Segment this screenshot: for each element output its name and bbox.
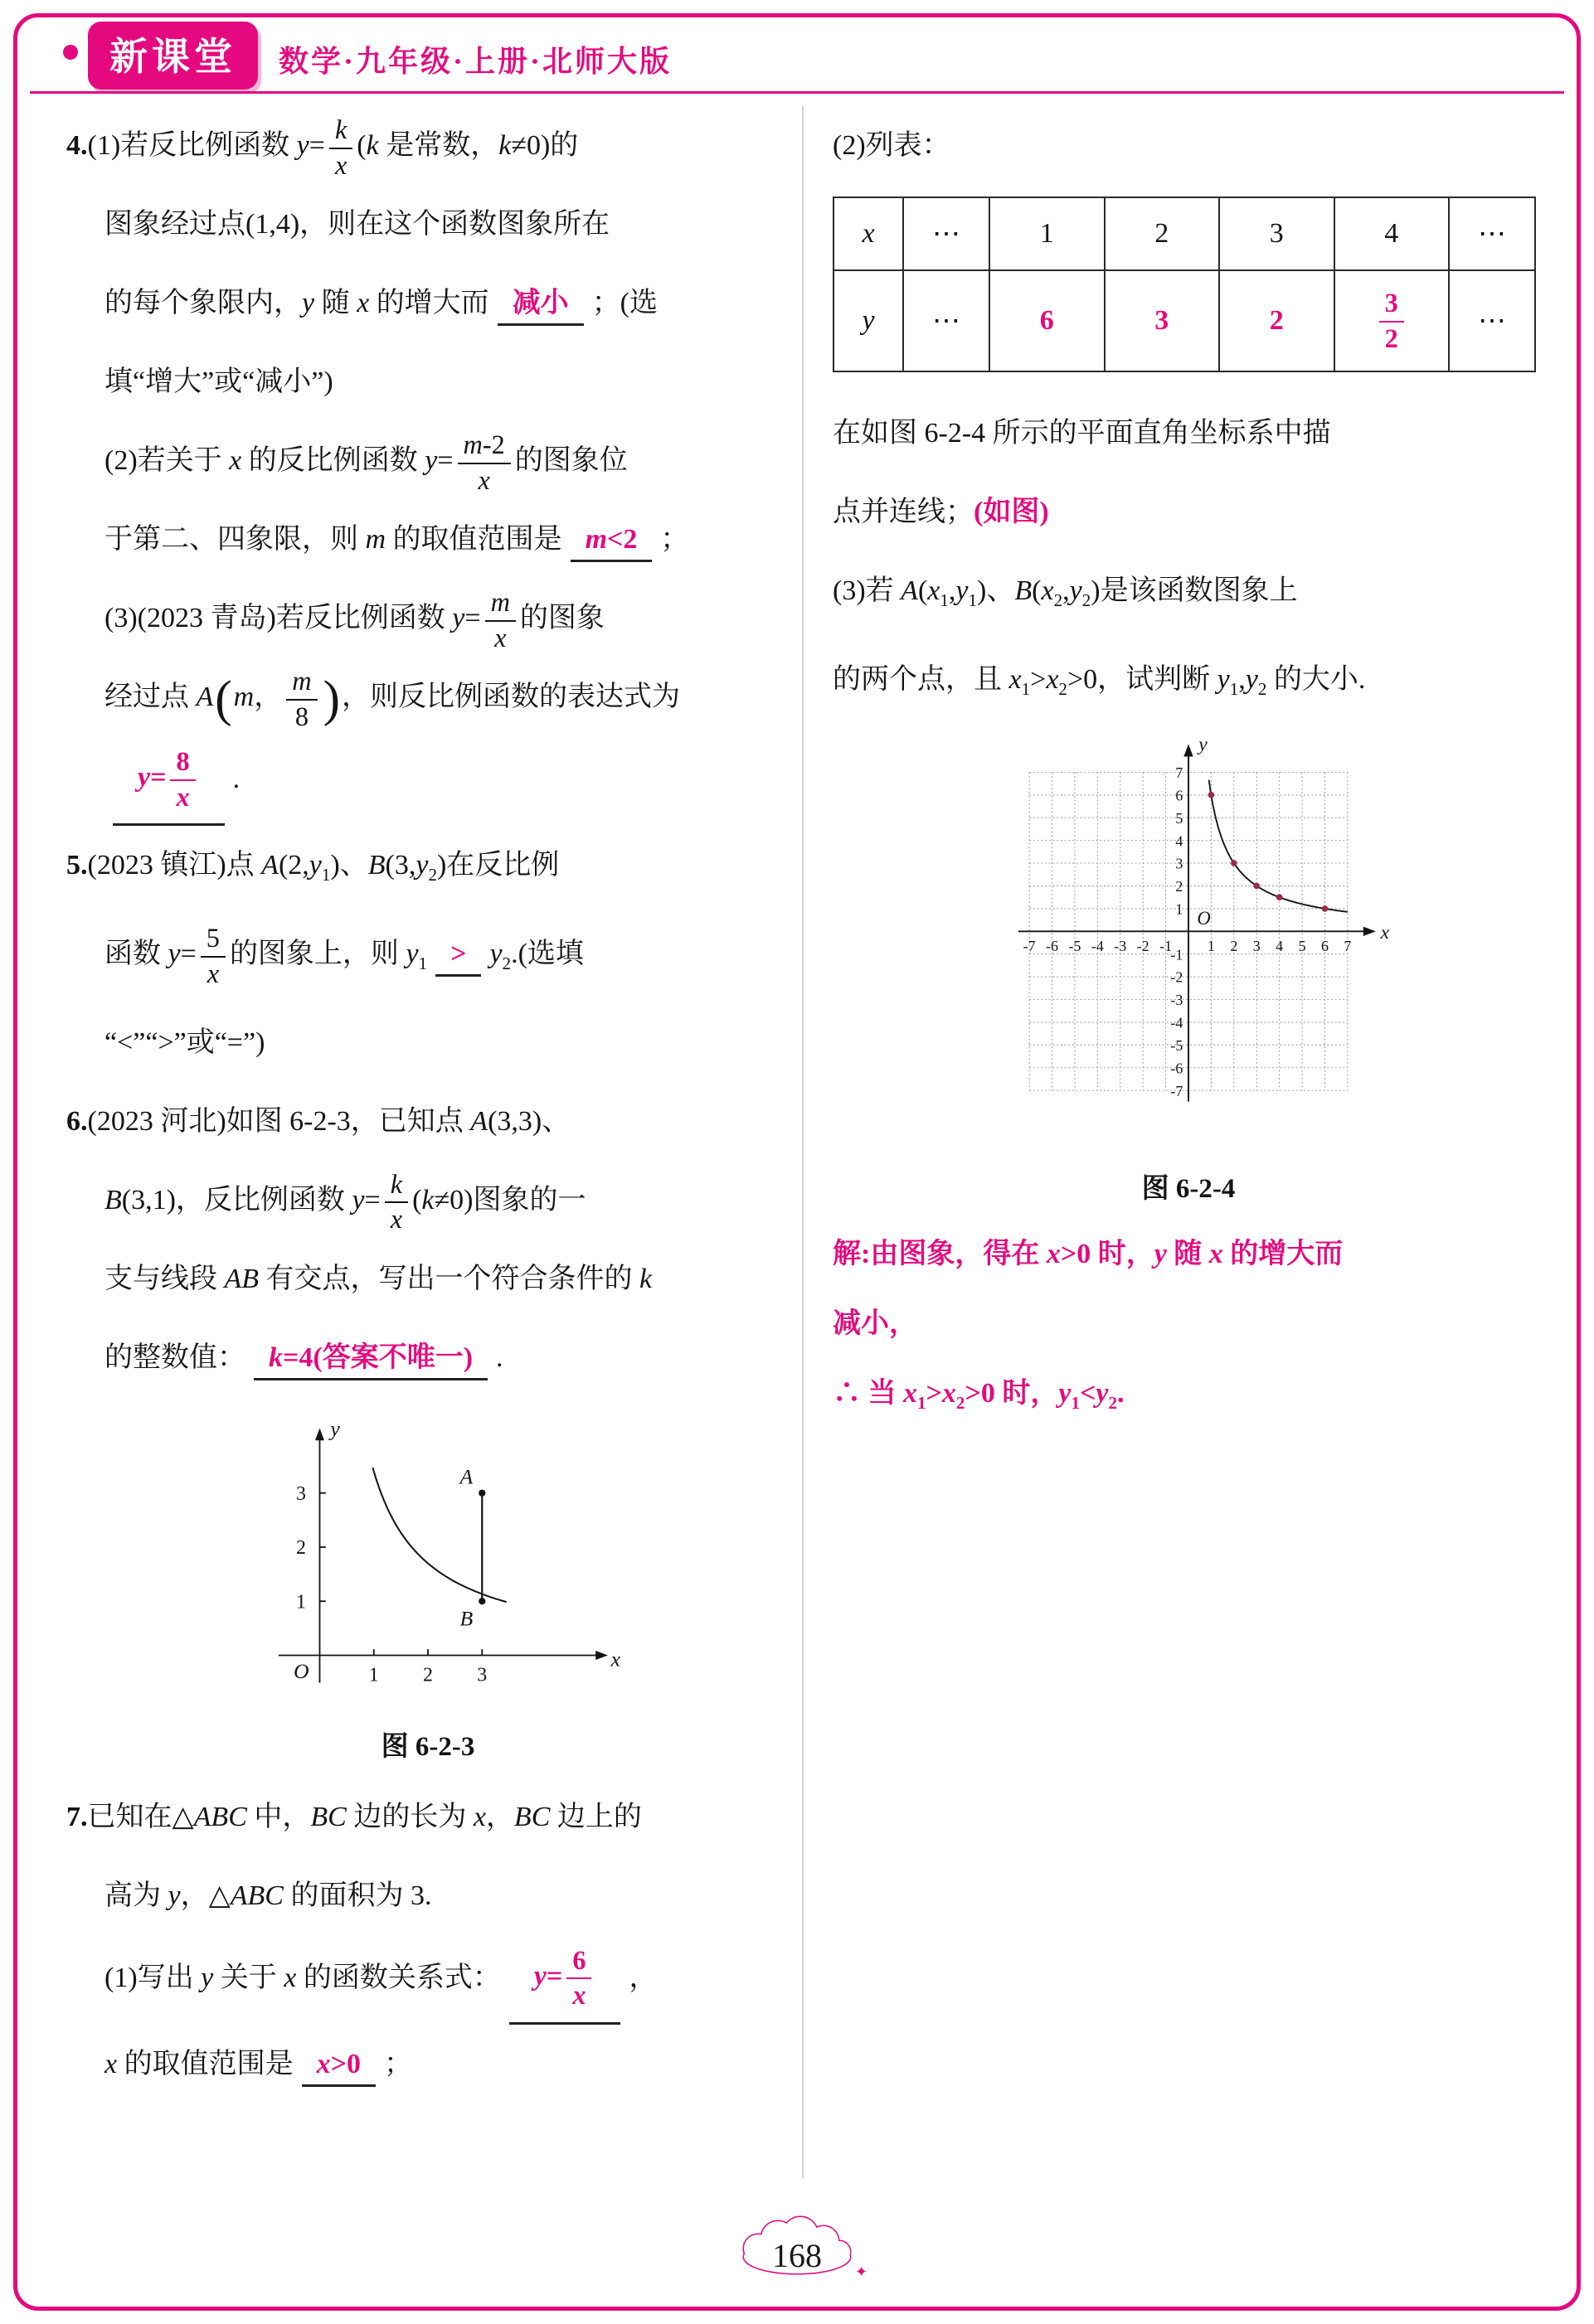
table-cell: $\frac{3}{2}$ (1334, 270, 1450, 371)
axis-label: 2 (1230, 937, 1238, 954)
table-cell: 2 (1219, 270, 1334, 371)
axis-label: B (459, 1606, 474, 1631)
value-table (833, 196, 1536, 372)
p4-line-7: (3)(2023 青岛)若反比例函数 y= $\frac{m}{x}$ 的图象 (104, 587, 605, 653)
solution-line-1: 解:由图象，得在 x>0 时，y 随 x 的增大而 (833, 1238, 1344, 1269)
table-cell: 2 (1105, 197, 1220, 270)
p6-line-4: 的整数值： k=4(答案不唯一) . (66, 1318, 790, 1397)
sub3-line-2: 的两个点，且 $x_1>x_2>0$，试判断 $y_1,y_2$ 的大小. (833, 663, 1366, 699)
p5-line-1: 5.(2023 镇江)点 $A(2,y_1)$、$B(3,y_2)$在反比例 (66, 850, 560, 885)
axis-label: -3 (1170, 991, 1183, 1008)
header-rule (30, 91, 1564, 94)
axis-label: -3 (1114, 937, 1127, 954)
p4-line-1: 4.(1)若反比例函数 y= $\frac{k}{x}$ (k 是常数，k≠0)的 (66, 114, 579, 180)
p4-line-2: 图象经过点(1,4)，则在这个函数图象所在 (104, 209, 610, 240)
p4-line-4: 填“增大”或“减小”) (104, 366, 333, 397)
axis-label: O (1197, 907, 1211, 929)
p4-line-8: 经过点 A(m， $\frac{m}{8}$ )，则反比例函数的表达式为 (104, 666, 680, 731)
axis-label: 3 (295, 1482, 306, 1505)
table-cell: ⋯ (903, 270, 989, 371)
p7-line-1: 7.已知在△ABC 中，BC 边的长为 x，BC 边上的 (66, 1801, 642, 1832)
table-header-x: x (833, 197, 903, 270)
axis-label: y (1198, 735, 1208, 755)
axis-label: -4 (1170, 1014, 1183, 1031)
axis-label: -2 (1136, 937, 1149, 954)
axis-label: x (610, 1646, 621, 1671)
page-footer (0, 2210, 1594, 2291)
hyperbola-curve (1209, 779, 1348, 911)
figure-6-2-4 (833, 729, 1544, 1158)
sub2-line-3: 点并连线；(如图) (833, 497, 1049, 527)
p4-line-3: 的每个象限内，y 随 x 的增大而 减小 ；(选 (66, 264, 790, 342)
axis-label: 4 (1175, 832, 1183, 849)
p5-line-3: “<”“>”或“=”) (104, 1026, 265, 1058)
axis-label: 6 (1320, 937, 1329, 954)
solution-line-2: 减小， (833, 1308, 917, 1339)
page-number: 168 (772, 2237, 822, 2274)
data-point (1253, 882, 1260, 889)
axis-label: x (1380, 921, 1390, 944)
data-point (1322, 905, 1329, 912)
axis-label: 3 (1175, 855, 1183, 872)
p7-line-2: 高为 y，△ABC 的面积为 3. (104, 1880, 432, 1911)
p4-line-5: (2)若关于 x 的反比例函数 y= $\frac{m-2}{x}$ 的图象位 (104, 429, 628, 495)
p7-line-3: (1)写出 y 关于 x 的函数关系式： y= $\frac{6}{x}$ ， (66, 1935, 790, 2025)
p5-line-2: 函数 y= $\frac{5}{x}$ 的图象上，则 $y_1 > y_2$.(选填 (104, 923, 584, 988)
axis-label: 7 (1344, 937, 1352, 954)
hyperbola-curve (372, 1468, 506, 1602)
figure-6-2-4-caption: 图 6-2-4 (1141, 1173, 1236, 1204)
axis-label: -7 (1170, 1082, 1183, 1099)
table-row (833, 270, 1535, 371)
axis-label: y (330, 1416, 340, 1441)
logo-dot-decoration (63, 45, 78, 60)
solution-line-3: ∴ 当 $x_1>x_2>0$ 时，$y_1<y_2$. (833, 1377, 1125, 1413)
p4-line-6: 于第二、四象限，则 m 的取值范围是 m<2 ； (66, 500, 790, 579)
table-cell: ⋯ (1449, 270, 1535, 371)
axis-label: 2 (1175, 877, 1183, 895)
axis-label: -5 (1170, 1036, 1183, 1054)
axis-label: 5 (1175, 809, 1183, 827)
data-point (1276, 894, 1283, 900)
brand-logo: 新课堂 (88, 22, 258, 90)
axis-label: -6 (1046, 937, 1059, 954)
p6-line-2: B(3,1)，反比例函数 y= $\frac{k}{x}$ (k≠0)图象的一 (104, 1168, 586, 1235)
axis-label: -6 (1170, 1060, 1183, 1077)
axis-label: O (294, 1658, 309, 1683)
star-decoration-icon: ✦ (855, 2263, 868, 2280)
axis-label: 2 (423, 1664, 433, 1686)
table-cell: 3 (1105, 270, 1220, 371)
axis-label: -1 (1170, 945, 1183, 963)
axis-label: 2 (295, 1536, 306, 1559)
left-column (66, 106, 790, 2103)
axis-label: 3 (1252, 937, 1261, 954)
sub2-label: (2)列表： (833, 130, 950, 161)
axis-label: -2 (1170, 968, 1183, 986)
axis-label: A (459, 1464, 474, 1489)
axis-label: -5 (1068, 937, 1081, 954)
table-cell: 6 (989, 270, 1105, 371)
p4-answer-line: y= $\frac{8}{x}$ . (66, 736, 790, 826)
axis-label: 1 (368, 1664, 379, 1686)
figure-6-2-4-graph (969, 735, 1408, 1151)
axis-label: -7 (1023, 937, 1036, 954)
figure-6-2-3-caption: 图 6-2-3 (381, 1731, 475, 1762)
axis-label: 5 (1298, 937, 1306, 954)
table-cell: ⋯ (1449, 197, 1535, 270)
figure-6-2-3 (66, 1397, 790, 1716)
axis-label: -4 (1091, 937, 1104, 954)
axes (279, 1428, 608, 1682)
axis-label: 7 (1175, 764, 1183, 781)
right-column (833, 106, 1544, 1437)
sub2-line-2: 在如图 6-2-4 所示的平面直角坐标系中描 (833, 418, 1331, 449)
p6-line-1: 6.(2023 河北)如图 6-2-3，已知点 A(3,3)、 (66, 1105, 571, 1137)
axis-label: 3 (477, 1664, 488, 1686)
page-number-cloud (718, 2210, 876, 2283)
table-cell: 1 (989, 197, 1105, 270)
p6-line-3: 支与线段 AB 有交点，写出一个符合条件的 k (104, 1263, 653, 1294)
table-header-y: y (833, 270, 903, 371)
axis-label: 1 (1207, 937, 1215, 954)
sub3-line-1: (3)若 $A(x_1,y_1)$、$B(x_2,y_2)$是该函数图象上 (833, 575, 1298, 610)
page-title: 数学·九年级·上册·北师大版 (279, 45, 673, 78)
figure-6-2-3-graph (230, 1404, 626, 1709)
point-A (479, 1489, 485, 1496)
p7-line-4: x 的取值范围是 x>0 ； (66, 2025, 790, 2103)
data-point (1208, 792, 1215, 798)
axis-label: 6 (1175, 787, 1183, 804)
data-point (1231, 860, 1237, 866)
axis-label: -1 (1159, 937, 1173, 954)
axis-label: 1 (295, 1591, 306, 1613)
table-cell: ⋯ (903, 197, 989, 270)
axis-label: 4 (1276, 937, 1284, 954)
axis-label: 1 (1175, 900, 1183, 918)
point-B (479, 1598, 485, 1604)
column-divider (802, 106, 804, 2179)
table-row (833, 197, 1535, 270)
table-cell: 3 (1219, 197, 1334, 270)
table-cell: 4 (1334, 197, 1450, 270)
